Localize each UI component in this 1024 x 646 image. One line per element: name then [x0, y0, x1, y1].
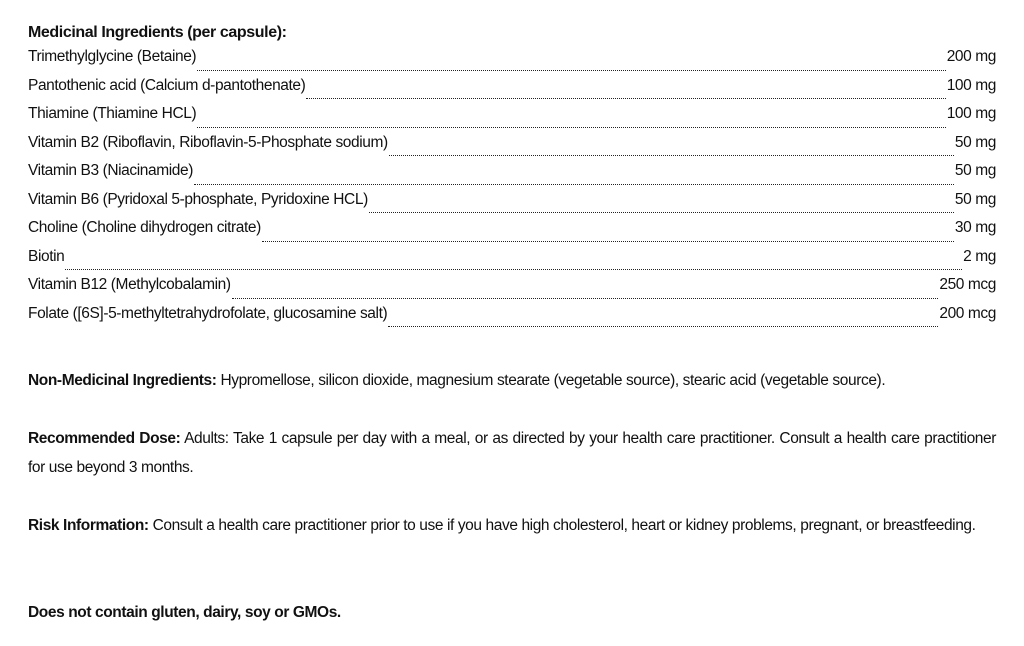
ingredient-row: [28, 161, 996, 190]
ingredient-amount: 100 mg: [946, 76, 996, 94]
dot-leader: [194, 184, 954, 185]
risk-information: [28, 511, 996, 540]
ingredient-row: [28, 275, 996, 304]
non-medicinal-text: Hypromellose, silicon dioxide, magnesium stearate (vegetable source), stearic acid (vegetable source).: [216, 372, 886, 389]
dot-leader: [232, 298, 939, 299]
ingredient-row: [28, 104, 996, 133]
supplement-label: [28, 22, 997, 621]
ingredient-amount: 50 mg: [954, 190, 996, 208]
ingredient-name: Pantothenic acid (Calcium d-pantothenate): [28, 76, 306, 94]
risk-information-text: Consult a health care practitioner prior to use if you have high cholesterol, heart or kidney problems, pregnant, or breastfeeding.: [148, 517, 976, 534]
dot-leader: [388, 326, 938, 327]
ingredient-row: [28, 190, 996, 219]
ingredient-name: Trimethylglycine (Betaine): [28, 48, 197, 65]
ingredient-amount: 200 mcg: [939, 304, 996, 322]
dot-leader: [197, 70, 945, 71]
ingredient-name: Vitamin B6 (Pyridoxal 5-phosphate, Pyridoxine HCL): [28, 190, 368, 208]
medicinal-ingredients-list: [28, 47, 996, 332]
ingredient-name: Choline (Choline dihydrogen citrate): [28, 219, 261, 236]
ingredient-amount: 250 mcg: [939, 276, 996, 293]
risk-information-label: Risk Information:: [28, 517, 149, 534]
dot-leader: [369, 212, 954, 213]
ingredient-amount: 30 mg: [954, 219, 996, 236]
ingredient-amount: 50 mg: [954, 162, 996, 179]
ingredient-amount: 100 mg: [946, 105, 996, 122]
ingredient-name: Vitamin B3 (Niacinamide): [28, 162, 193, 179]
ingredient-name: Vitamin B2 (Riboflavin, Riboflavin-5-Phosphate sodium): [28, 133, 388, 151]
ingredient-row: [28, 76, 996, 105]
allergen-statement: Does not contain gluten, dairy, soy or GMOs.: [28, 604, 341, 621]
ingredient-amount: 50 mg: [954, 133, 996, 151]
recommended-dose: [28, 424, 996, 482]
ingredient-row: [28, 247, 996, 276]
non-medicinal-label: Non-Medicinal Ingredients:: [28, 372, 217, 389]
ingredient-amount: 200 mg: [946, 48, 996, 65]
medicinal-ingredients-heading: Medicinal Ingredients (per capsule):: [28, 24, 287, 41]
recommended-dose-label: Recommended Dose:: [28, 430, 181, 447]
ingredient-name: Thiamine (Thiamine HCL): [28, 105, 197, 122]
ingredient-row: [28, 218, 996, 247]
dot-leader: [306, 98, 945, 99]
non-medicinal-ingredients: [28, 366, 996, 395]
dot-leader: [65, 269, 962, 270]
dot-leader: [197, 127, 945, 128]
ingredient-row: [28, 133, 996, 162]
ingredient-amount: 2 mg: [963, 247, 996, 265]
ingredient-row: [28, 304, 996, 333]
ingredient-row: [28, 47, 996, 76]
dot-leader: [262, 241, 954, 242]
ingredient-name: Biotin: [28, 247, 65, 265]
dot-leader: [389, 155, 954, 156]
ingredient-name: Folate ([6S]-5-methyltetrahydrofolate, glucosamine salt): [28, 304, 388, 322]
ingredient-name: Vitamin B12 (Methylcobalamin): [28, 276, 231, 293]
recommended-dose-text: Adults: Take 1 capsule per day with a meal, or as directed by your health care practitioner. Consult a health care practitioner for use beyond 3 months.: [28, 430, 997, 476]
